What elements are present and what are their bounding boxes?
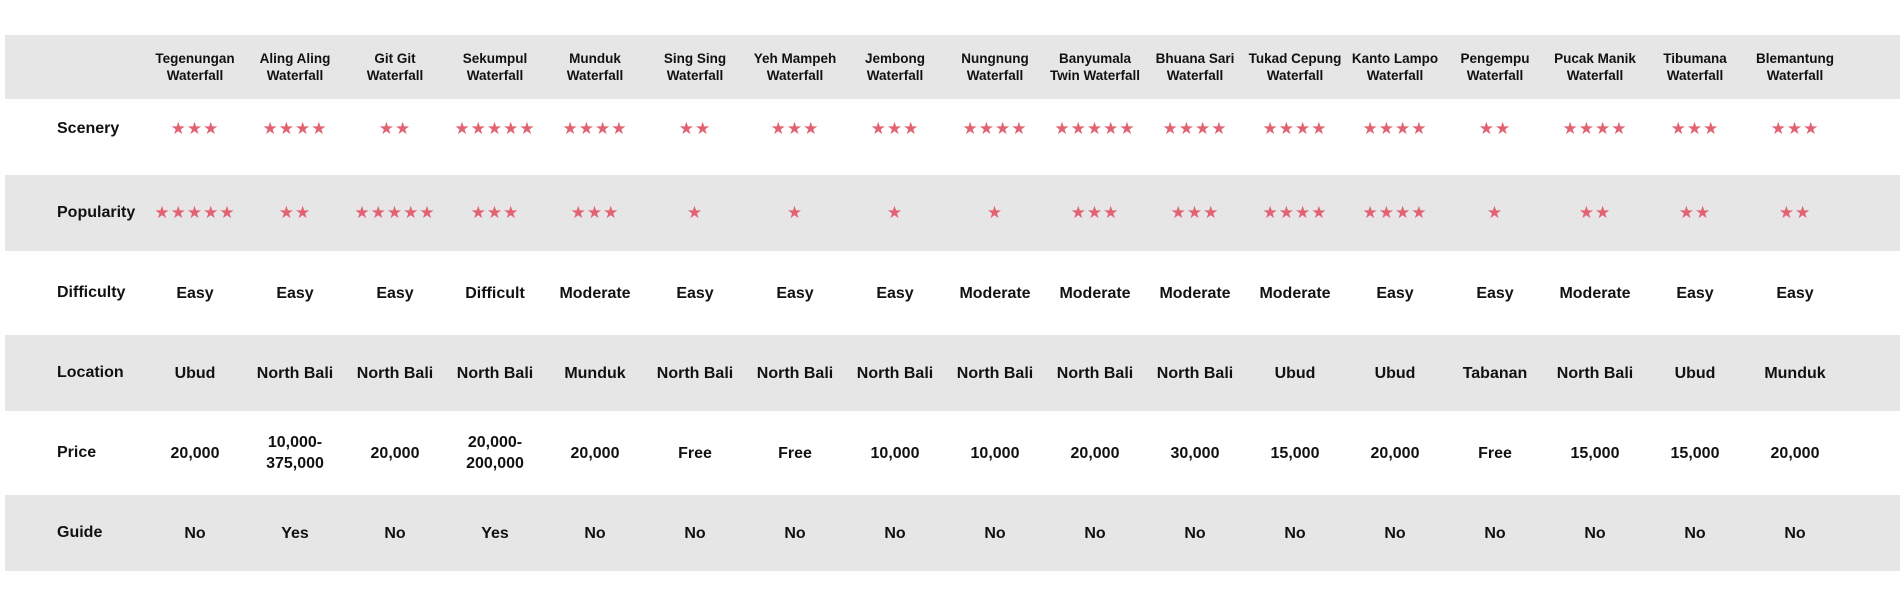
- star-icon: ★: [503, 119, 520, 139]
- star-icon: ★: [370, 203, 387, 223]
- star-icon: ★: [611, 119, 628, 139]
- star-icon: ★: [1378, 119, 1395, 139]
- column-header: Banyumala Twin Waterfall: [1049, 51, 1140, 83]
- price-cell: 20,000: [370, 444, 420, 462]
- column-header: Kanto Lampo Waterfall: [1351, 51, 1439, 83]
- star-icon: ★: [1262, 119, 1279, 139]
- popularity-rating: [545, 203, 645, 223]
- row-spacer: [5, 159, 1900, 175]
- difficulty-cell: Easy: [1676, 284, 1714, 302]
- price-cell: 20,000: [570, 444, 620, 462]
- star-icon: ★: [1295, 203, 1312, 223]
- guide-cell: No: [384, 524, 406, 542]
- scenery-rating: [1045, 119, 1145, 139]
- guide-cell: No: [984, 524, 1006, 542]
- star-icon: ★: [1703, 119, 1720, 139]
- scenery-rating: [445, 119, 545, 139]
- star-icon: ★: [1119, 119, 1136, 139]
- popularity-rating: [1545, 203, 1645, 223]
- difficulty-cell: Easy: [876, 284, 914, 302]
- star-icon: ★: [570, 203, 587, 223]
- star-icon: ★: [1295, 119, 1312, 139]
- star-icon: ★: [686, 203, 704, 223]
- location-cell: North Bali: [956, 364, 1034, 382]
- price-row: [5, 411, 1900, 495]
- star-icon: ★: [295, 203, 312, 223]
- popularity-rating: [1045, 203, 1145, 223]
- location-cell: North Bali: [756, 364, 834, 382]
- guide-cell: No: [1184, 524, 1206, 542]
- star-icon: ★: [562, 119, 579, 139]
- popularity-rating: [945, 203, 1045, 223]
- location-cell: Ubud: [1674, 364, 1716, 382]
- column-header: Blemantung Waterfall: [1755, 51, 1834, 83]
- difficulty-cell: Moderate: [1159, 284, 1231, 302]
- price-cell: Free: [678, 444, 712, 462]
- price-cell: 20,000: [1070, 444, 1120, 462]
- star-icon: ★: [470, 203, 487, 223]
- location-cell: North Bali: [1156, 364, 1234, 382]
- star-icon: ★: [1054, 119, 1071, 139]
- difficulty-cell: Moderate: [1559, 284, 1631, 302]
- star-icon: ★: [186, 203, 204, 223]
- star-icon: ★: [1686, 119, 1704, 139]
- column-header: Bhuana Sari Waterfall: [1155, 51, 1235, 83]
- star-icon: ★: [786, 119, 804, 139]
- guide-cell: No: [784, 524, 806, 542]
- difficulty-cell: Easy: [776, 284, 814, 302]
- location-row: [5, 335, 1900, 411]
- star-icon: ★: [1203, 203, 1220, 223]
- column-header: Tibumana Waterfall: [1663, 51, 1727, 83]
- popularity-rating: [745, 203, 845, 223]
- star-icon: ★: [170, 203, 187, 223]
- star-icon: ★: [1395, 119, 1412, 139]
- price-cell: 20,000: [1770, 444, 1820, 462]
- star-icon: ★: [586, 203, 604, 223]
- popularity-rating: [845, 203, 945, 223]
- guide-cell: No: [1284, 524, 1306, 542]
- star-icon: ★: [1395, 203, 1412, 223]
- guide-cell: No: [684, 524, 706, 542]
- price-cell: 15,000: [1670, 444, 1720, 462]
- guide-cell: No: [1084, 524, 1106, 542]
- location-cell: Munduk: [564, 364, 626, 382]
- guide-cell: No: [1684, 524, 1706, 542]
- star-icon: ★: [803, 119, 820, 139]
- scenery-rating: [345, 119, 445, 139]
- star-icon: ★: [578, 119, 595, 139]
- star-icon: ★: [1378, 203, 1395, 223]
- star-icon: ★: [1695, 203, 1712, 223]
- star-icon: ★: [1411, 119, 1428, 139]
- guide-cell: Yes: [481, 524, 509, 542]
- difficulty-cell: Difficult: [465, 284, 525, 302]
- column-header: Sekumpul Waterfall: [462, 51, 528, 83]
- star-icon: ★: [154, 203, 171, 223]
- star-icon: ★: [470, 119, 487, 139]
- star-icon: ★: [595, 119, 612, 139]
- guide-row: [5, 495, 1900, 571]
- location-cell: North Bali: [356, 364, 434, 382]
- column-header: Munduk Waterfall: [566, 51, 624, 83]
- price-cell: 20,000- 200,000: [466, 434, 524, 472]
- price-cell: 15,000: [1270, 444, 1320, 462]
- star-icon: ★: [1170, 203, 1187, 223]
- star-icon: ★: [486, 203, 504, 223]
- star-icon: ★: [1770, 119, 1787, 139]
- price-cell: Free: [778, 444, 812, 462]
- star-icon: ★: [1070, 203, 1087, 223]
- column-header: Tukad Cepung Waterfall: [1248, 51, 1342, 83]
- star-icon: ★: [903, 119, 920, 139]
- star-icon: ★: [503, 203, 520, 223]
- star-icon: ★: [770, 119, 787, 139]
- popularity-rating: [245, 203, 345, 223]
- star-icon: ★: [203, 119, 220, 139]
- scenery-rating: [245, 119, 345, 139]
- difficulty-row: [5, 251, 1900, 335]
- location-cell: North Bali: [1556, 364, 1634, 382]
- column-header: Nungnung Waterfall: [961, 51, 1029, 83]
- guide-cell: No: [884, 524, 906, 542]
- popularity-rating: [1145, 203, 1245, 223]
- guide-cell: No: [184, 524, 206, 542]
- star-icon: ★: [386, 203, 404, 223]
- price-cell: 10,000: [970, 444, 1020, 462]
- location-cell: North Bali: [856, 364, 934, 382]
- star-icon: ★: [1070, 119, 1087, 139]
- star-icon: ★: [311, 119, 328, 139]
- star-icon: ★: [1595, 119, 1612, 139]
- guide-cell: No: [584, 524, 606, 542]
- star-icon: ★: [1178, 119, 1195, 139]
- price-cell: 15,000: [1570, 444, 1620, 462]
- star-icon: ★: [1086, 119, 1104, 139]
- popularity-rating: [145, 203, 245, 223]
- column-header: Yeh Mampeh Waterfall: [753, 51, 837, 83]
- row-label-price: Price: [57, 444, 97, 461]
- star-icon: ★: [1795, 203, 1812, 223]
- star-icon: ★: [1103, 203, 1120, 223]
- popularity-rating: [1445, 203, 1545, 223]
- star-icon: ★: [1211, 119, 1228, 139]
- star-icon: ★: [1278, 203, 1295, 223]
- guide-cell: No: [1384, 524, 1406, 542]
- header-row: [5, 35, 1900, 99]
- star-icon: ★: [354, 203, 371, 223]
- location-cell: Ubud: [1274, 364, 1316, 382]
- star-icon: ★: [203, 203, 220, 223]
- column-header: Tegenungan Waterfall: [155, 51, 235, 83]
- star-icon: ★: [1162, 119, 1179, 139]
- scenery-rating: [1445, 119, 1545, 139]
- star-icon: ★: [1262, 203, 1279, 223]
- star-icon: ★: [262, 119, 279, 139]
- star-icon: ★: [1278, 119, 1295, 139]
- star-icon: ★: [1678, 203, 1695, 223]
- popularity-rating: [1745, 203, 1845, 223]
- star-icon: ★: [219, 203, 236, 223]
- star-icon: ★: [962, 119, 979, 139]
- row-label-location: Location: [57, 364, 124, 381]
- column-header: Pucak Manik Waterfall: [1554, 51, 1636, 83]
- star-icon: ★: [886, 119, 904, 139]
- star-icon: ★: [1311, 203, 1328, 223]
- popularity-rating: [1345, 203, 1445, 223]
- difficulty-cell: Moderate: [959, 284, 1031, 302]
- star-icon: ★: [395, 119, 412, 139]
- scenery-rating: [1145, 119, 1245, 139]
- price-cell: Free: [1478, 444, 1512, 462]
- star-icon: ★: [170, 119, 187, 139]
- column-header: Aling Aling Waterfall: [259, 51, 331, 83]
- waterfall-comparison-table: [5, 35, 1900, 571]
- star-icon: ★: [1562, 119, 1579, 139]
- star-icon: ★: [486, 119, 504, 139]
- row-label-guide: Guide: [57, 524, 103, 541]
- star-icon: ★: [1362, 119, 1379, 139]
- star-icon: ★: [1411, 203, 1428, 223]
- difficulty-cell: Easy: [1776, 284, 1814, 302]
- scenery-rating: [1245, 119, 1345, 139]
- star-icon: ★: [1786, 119, 1804, 139]
- star-icon: ★: [1011, 119, 1028, 139]
- price-cell: 10,000- 375,000: [266, 434, 324, 472]
- guide-cell: No: [1584, 524, 1606, 542]
- star-icon: ★: [454, 119, 471, 139]
- scenery-rating: [845, 119, 945, 139]
- star-icon: ★: [870, 119, 887, 139]
- location-cell: North Bali: [456, 364, 534, 382]
- difficulty-cell: Easy: [376, 284, 414, 302]
- star-icon: ★: [295, 119, 312, 139]
- star-icon: ★: [1578, 203, 1595, 223]
- star-icon: ★: [1311, 119, 1328, 139]
- popularity-rating: [645, 203, 745, 223]
- scenery-rating: [1645, 119, 1745, 139]
- scenery-rating: [1545, 119, 1645, 139]
- difficulty-cell: Moderate: [559, 284, 631, 302]
- difficulty-cell: Easy: [1476, 284, 1514, 302]
- guide-cell: No: [1784, 524, 1806, 542]
- column-header: Jembong Waterfall: [864, 51, 925, 83]
- guide-cell: No: [1484, 524, 1506, 542]
- column-header: Pengempu Waterfall: [1460, 51, 1530, 83]
- popularity-row: [5, 175, 1900, 251]
- star-icon: ★: [995, 119, 1012, 139]
- star-icon: ★: [978, 119, 995, 139]
- star-icon: ★: [886, 203, 904, 223]
- star-icon: ★: [1595, 203, 1612, 223]
- difficulty-cell: Easy: [276, 284, 314, 302]
- star-icon: ★: [1670, 119, 1687, 139]
- star-icon: ★: [419, 203, 436, 223]
- row-label-difficulty: Difficulty: [57, 284, 126, 301]
- location-cell: North Bali: [656, 364, 734, 382]
- difficulty-cell: Moderate: [1259, 284, 1331, 302]
- row-label-scenery: Scenery: [57, 120, 120, 137]
- star-icon: ★: [603, 203, 620, 223]
- location-cell: Munduk: [1764, 364, 1826, 382]
- star-icon: ★: [378, 119, 395, 139]
- star-icon: ★: [403, 203, 420, 223]
- price-cell: 10,000: [870, 444, 920, 462]
- scenery-rating: [945, 119, 1045, 139]
- location-cell: North Bali: [256, 364, 334, 382]
- star-icon: ★: [278, 203, 295, 223]
- location-cell: North Bali: [1056, 364, 1134, 382]
- star-icon: ★: [1186, 203, 1204, 223]
- star-icon: ★: [1103, 119, 1120, 139]
- scenery-rating: [645, 119, 745, 139]
- scenery-row: [5, 99, 1900, 159]
- price-cell: 20,000: [1370, 444, 1420, 462]
- scenery-rating: [145, 119, 245, 139]
- location-cell: Ubud: [174, 364, 216, 382]
- difficulty-cell: Moderate: [1059, 284, 1131, 302]
- location-cell: Tabanan: [1462, 364, 1528, 382]
- price-cell: 20,000: [170, 444, 220, 462]
- star-icon: ★: [986, 203, 1004, 223]
- popularity-rating: [445, 203, 545, 223]
- scenery-rating: [1345, 119, 1445, 139]
- star-icon: ★: [1611, 119, 1628, 139]
- star-icon: ★: [678, 119, 695, 139]
- star-icon: ★: [1086, 203, 1104, 223]
- column-header: Git Git Waterfall: [366, 51, 424, 83]
- scenery-rating: [545, 119, 645, 139]
- star-icon: ★: [786, 203, 804, 223]
- star-icon: ★: [1486, 203, 1504, 223]
- scenery-rating: [1745, 119, 1845, 139]
- star-icon: ★: [1778, 203, 1795, 223]
- star-icon: ★: [278, 119, 295, 139]
- star-icon: ★: [1578, 119, 1595, 139]
- scenery-rating: [745, 119, 845, 139]
- price-cell: 30,000: [1170, 444, 1220, 462]
- row-label-popularity: Popularity: [57, 204, 136, 221]
- location-cell: Ubud: [1374, 364, 1416, 382]
- star-icon: ★: [695, 119, 712, 139]
- popularity-rating: [1645, 203, 1745, 223]
- star-icon: ★: [186, 119, 204, 139]
- star-icon: ★: [1362, 203, 1379, 223]
- difficulty-cell: Easy: [176, 284, 214, 302]
- difficulty-cell: Easy: [1376, 284, 1414, 302]
- difficulty-cell: Easy: [676, 284, 714, 302]
- star-icon: ★: [519, 119, 536, 139]
- star-icon: ★: [1803, 119, 1820, 139]
- star-icon: ★: [1478, 119, 1495, 139]
- popularity-rating: [345, 203, 445, 223]
- popularity-rating: [1245, 203, 1345, 223]
- column-header: Sing Sing Waterfall: [663, 51, 727, 83]
- guide-cell: Yes: [281, 524, 309, 542]
- star-icon: ★: [1495, 119, 1512, 139]
- star-icon: ★: [1195, 119, 1212, 139]
